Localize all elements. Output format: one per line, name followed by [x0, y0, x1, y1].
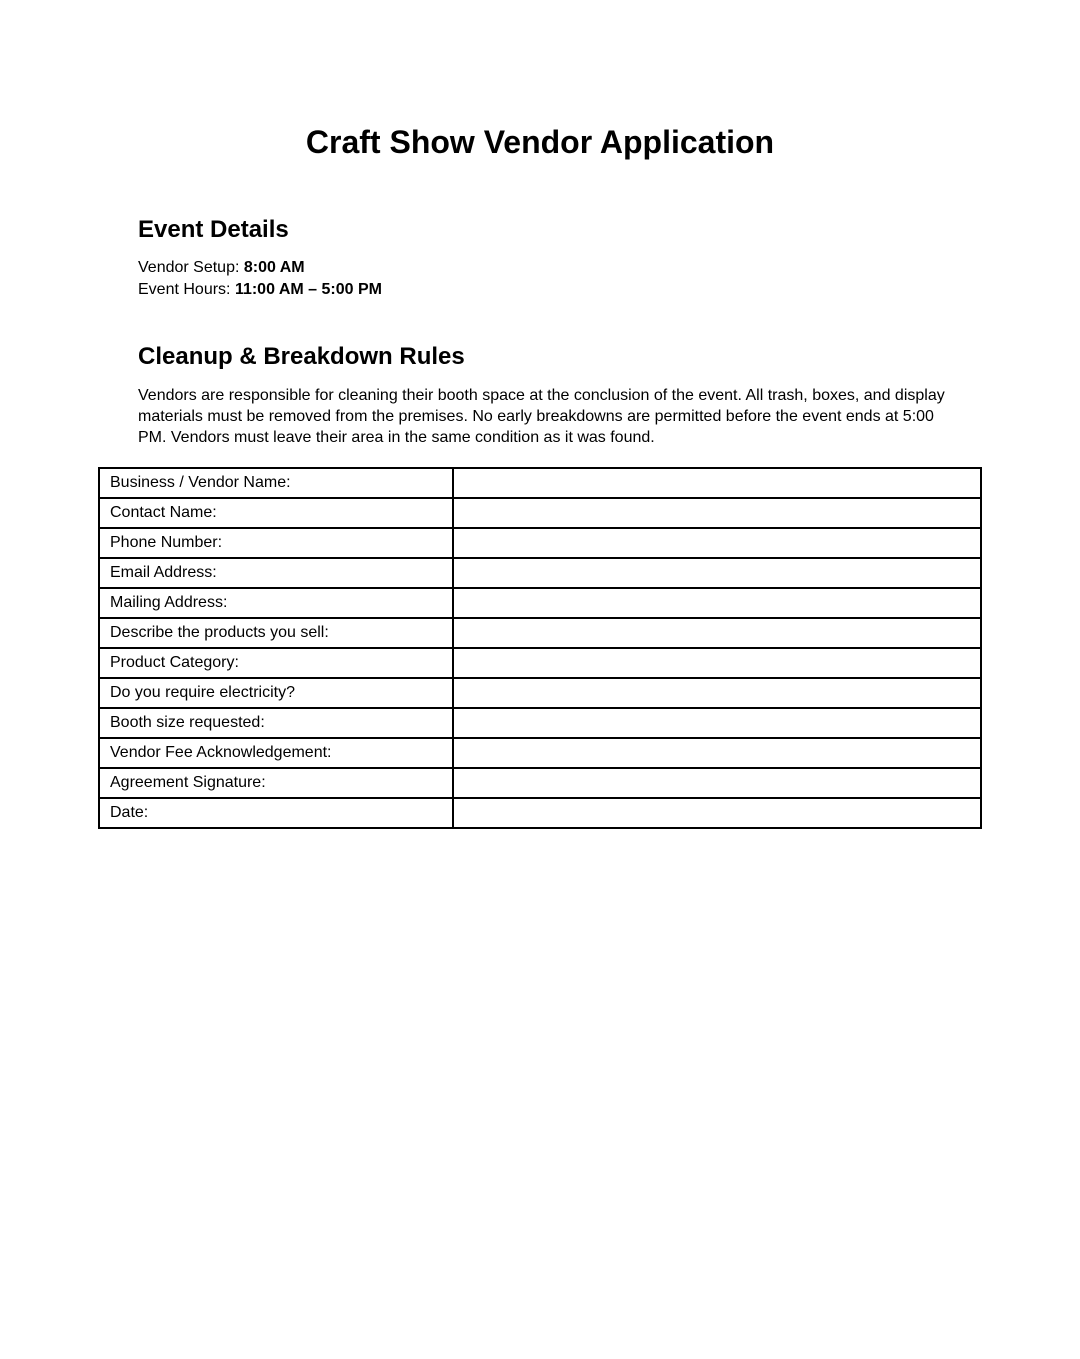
event-hours-label: Event Hours:: [138, 281, 231, 298]
cleanup-rules-heading: Cleanup & Breakdown Rules: [138, 343, 465, 370]
event-hours-time: 11:00 AM – 5:00 PM: [234, 281, 382, 298]
form-field-label: Date:: [99, 798, 453, 828]
form-field-label: Vendor Fee Acknowledgement:: [99, 738, 453, 768]
form-field-label: Mailing Address:: [99, 588, 453, 618]
form-field-label: Agreement Signature:: [99, 768, 453, 798]
form-field-label: Booth size requested:: [99, 708, 453, 738]
vendor-form-body: [99, 468, 981, 828]
page-title: Craft Show Vendor Application: [305, 124, 775, 160]
form-field-entry[interactable]: [453, 558, 981, 588]
form-row: [99, 708, 981, 738]
form-row: [99, 798, 981, 828]
form-row: [99, 738, 981, 768]
form-field-label: Contact Name:: [99, 498, 453, 528]
form-field-entry[interactable]: [453, 708, 981, 738]
form-field-label: Describe the products you sell:: [99, 618, 453, 648]
form-field-entry[interactable]: [453, 618, 981, 648]
form-row: [99, 768, 981, 798]
form-field-entry[interactable]: [453, 588, 981, 618]
form-field-entry[interactable]: [453, 768, 981, 798]
vendor-setup-time: 8:00 AM: [243, 259, 305, 276]
form-row: [99, 618, 981, 648]
form-row: [99, 468, 981, 498]
form-row: [99, 528, 981, 558]
form-field-entry[interactable]: [453, 498, 981, 528]
form-field-label: Product Category:: [99, 648, 453, 678]
vendor-setup-line: [138, 257, 305, 279]
form-row: [99, 648, 981, 678]
form-field-label: Email Address:: [99, 558, 453, 588]
form-field-label: Do you require electricity?: [99, 678, 453, 708]
form-row: [99, 558, 981, 588]
form-field-label: Phone Number:: [99, 528, 453, 558]
form-field-entry[interactable]: [453, 798, 981, 828]
vendor-form-table: [98, 467, 982, 829]
form-field-entry[interactable]: [453, 678, 981, 708]
event-hours-line: [138, 279, 382, 301]
vendor-setup-label: Vendor Setup:: [138, 259, 240, 276]
form-row: [99, 678, 981, 708]
form-field-label: Business / Vendor Name:: [99, 468, 453, 498]
event-details-heading: Event Details: [138, 216, 289, 243]
form-field-entry[interactable]: [453, 738, 981, 768]
form-field-entry[interactable]: [453, 468, 981, 498]
form-row: [99, 588, 981, 618]
form-row: [99, 498, 981, 528]
cleanup-rules-text: Vendors are responsible for cleaning their booth space at the conclusion of the event. All trash, boxes, and display materials must be removed from the premises. No early breakdowns are permitted before the event ends at 5:00 PM. Vendors must leave their area in the same condition as it was found.: [138, 387, 945, 446]
form-field-entry[interactable]: [453, 528, 981, 558]
form-field-entry[interactable]: [453, 648, 981, 678]
